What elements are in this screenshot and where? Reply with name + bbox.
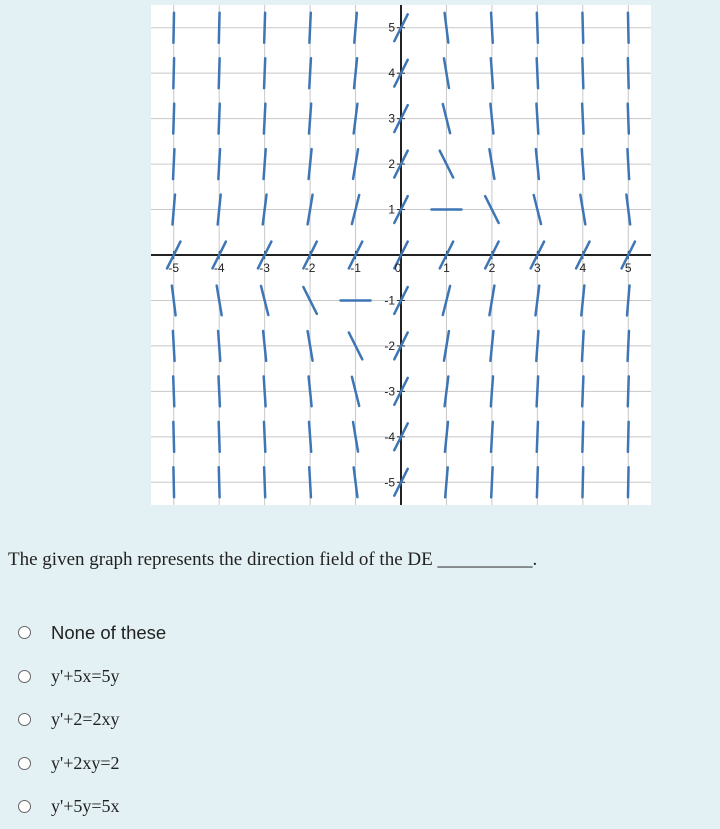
- y-tick-label: 3: [388, 111, 395, 126]
- slope-segment: [309, 467, 311, 497]
- slope-segment: [582, 58, 583, 88]
- slope-segment: [627, 286, 629, 316]
- y-tick-label: -5: [384, 475, 395, 490]
- y-tick-label: -1: [384, 293, 395, 308]
- option-label: y'+2=2xy: [51, 709, 120, 730]
- y-tick-label: -4: [384, 429, 395, 444]
- slope-segment: [582, 13, 583, 43]
- slope-segment: [628, 467, 629, 497]
- slope-segment: [537, 422, 538, 452]
- slope-segment: [582, 467, 583, 497]
- slope-segment: [628, 331, 629, 361]
- slope-segment: [309, 104, 311, 134]
- slope-segment: [172, 195, 174, 225]
- y-tick-label: 1: [388, 202, 395, 217]
- slope-segment: [264, 149, 266, 179]
- slope-segment: [491, 58, 493, 88]
- option-label: y'+2xy=2: [51, 752, 120, 773]
- slope-segment: [309, 422, 311, 452]
- radio-button[interactable]: [18, 800, 31, 813]
- y-tick-label: -2: [384, 338, 395, 353]
- answer-blank: __________.: [437, 549, 538, 570]
- slope-segment: [218, 149, 220, 179]
- slope-segment: [536, 104, 538, 134]
- y-tick-label: 4: [388, 66, 395, 81]
- slope-segment: [219, 58, 220, 88]
- slope-segment: [537, 58, 538, 88]
- slope-segment: [218, 195, 221, 225]
- slope-segment: [537, 467, 538, 497]
- slope-segment: [173, 13, 174, 43]
- slope-segment: [628, 376, 629, 406]
- slope-segment: [309, 149, 312, 179]
- slope-segment: [219, 13, 220, 43]
- option-none-of-these[interactable]: [18, 611, 166, 655]
- slope-segment: [582, 331, 584, 361]
- slope-segment: [264, 467, 265, 497]
- slope-segment: [354, 58, 357, 88]
- slope-segment: [537, 13, 538, 43]
- slope-segment: [173, 58, 174, 88]
- y-tick-label: 2: [388, 157, 395, 172]
- slope-segment: [582, 376, 583, 406]
- x-tick-label: -2: [304, 261, 316, 275]
- slope-segment: [264, 13, 265, 43]
- slope-segment: [219, 376, 220, 406]
- slope-segment: [173, 149, 174, 179]
- x-tick-label: 1: [443, 261, 450, 275]
- slope-segment: [628, 422, 629, 452]
- y-tick-label: -3: [384, 384, 395, 399]
- slope-segment: [219, 467, 220, 497]
- x-tick-label: 5: [624, 261, 632, 275]
- slope-segment: [264, 58, 265, 88]
- slope-segment: [628, 13, 629, 43]
- slope-segment: [264, 376, 266, 406]
- slope-segment: [536, 331, 538, 361]
- x-tick-label: -3: [259, 261, 270, 275]
- radio-button[interactable]: [18, 626, 31, 639]
- x-tick-label: 3: [534, 261, 541, 275]
- slope-segment: [219, 422, 220, 452]
- slope-segment: [491, 13, 493, 43]
- slope-segment: [354, 13, 356, 43]
- option-label: y'+5y=5x: [51, 796, 120, 817]
- slope-segment: [490, 104, 493, 134]
- slope-segment: [173, 331, 175, 361]
- slope-segment: [263, 331, 266, 361]
- answer-options: [18, 611, 166, 829]
- slope-segment: [173, 422, 174, 452]
- slope-segment: [173, 376, 174, 406]
- x-tick-label: 2: [488, 261, 496, 275]
- option-label: None of these: [51, 621, 167, 643]
- slope-segment: [491, 376, 493, 406]
- slope-segment: [309, 13, 310, 43]
- option-3[interactable]: [18, 742, 166, 786]
- slope-segment: [445, 422, 448, 452]
- slope-segment: [627, 149, 629, 179]
- slope-segment: [582, 149, 584, 179]
- radio-button[interactable]: [18, 757, 31, 770]
- radio-button[interactable]: [18, 713, 31, 726]
- slope-segment: [309, 376, 312, 406]
- slope-segment: [173, 467, 174, 497]
- option-label: y'+5x=5y: [51, 665, 120, 686]
- slope-segment: [219, 104, 220, 134]
- x-tick-label: 4: [579, 261, 587, 275]
- radio-button[interactable]: [18, 670, 31, 683]
- slope-segment: [582, 422, 583, 452]
- y-tick-label: 5: [388, 20, 395, 35]
- slope-segment: [536, 149, 539, 179]
- option-4[interactable]: [18, 785, 166, 829]
- slope-segment: [582, 104, 583, 134]
- x-tick-label: -4: [213, 261, 225, 275]
- slope-segment: [264, 422, 265, 452]
- slope-segment: [491, 467, 492, 497]
- option-2[interactable]: [18, 698, 166, 742]
- slope-segment: [537, 376, 538, 406]
- question-text: [8, 549, 537, 571]
- option-1[interactable]: [18, 655, 166, 699]
- x-tick-label: 0: [394, 261, 402, 275]
- slope-segment: [581, 286, 584, 316]
- slope-segment: [491, 422, 493, 452]
- slope-segment: [264, 104, 265, 134]
- slope-segment: [628, 104, 629, 134]
- slope-segment: [628, 58, 629, 88]
- slope-segment: [173, 104, 174, 134]
- x-tick-label: -1: [350, 261, 361, 275]
- question-prompt: The given graph represents the direction field of the DE: [8, 549, 433, 570]
- slope-segment: [490, 331, 493, 361]
- direction-field-chart: [151, 5, 651, 505]
- direction-field-svg: [151, 5, 651, 505]
- slope-segment: [445, 467, 447, 497]
- slope-segment: [218, 331, 220, 361]
- slope-segment: [309, 58, 311, 88]
- x-tick-label: -5: [168, 261, 180, 275]
